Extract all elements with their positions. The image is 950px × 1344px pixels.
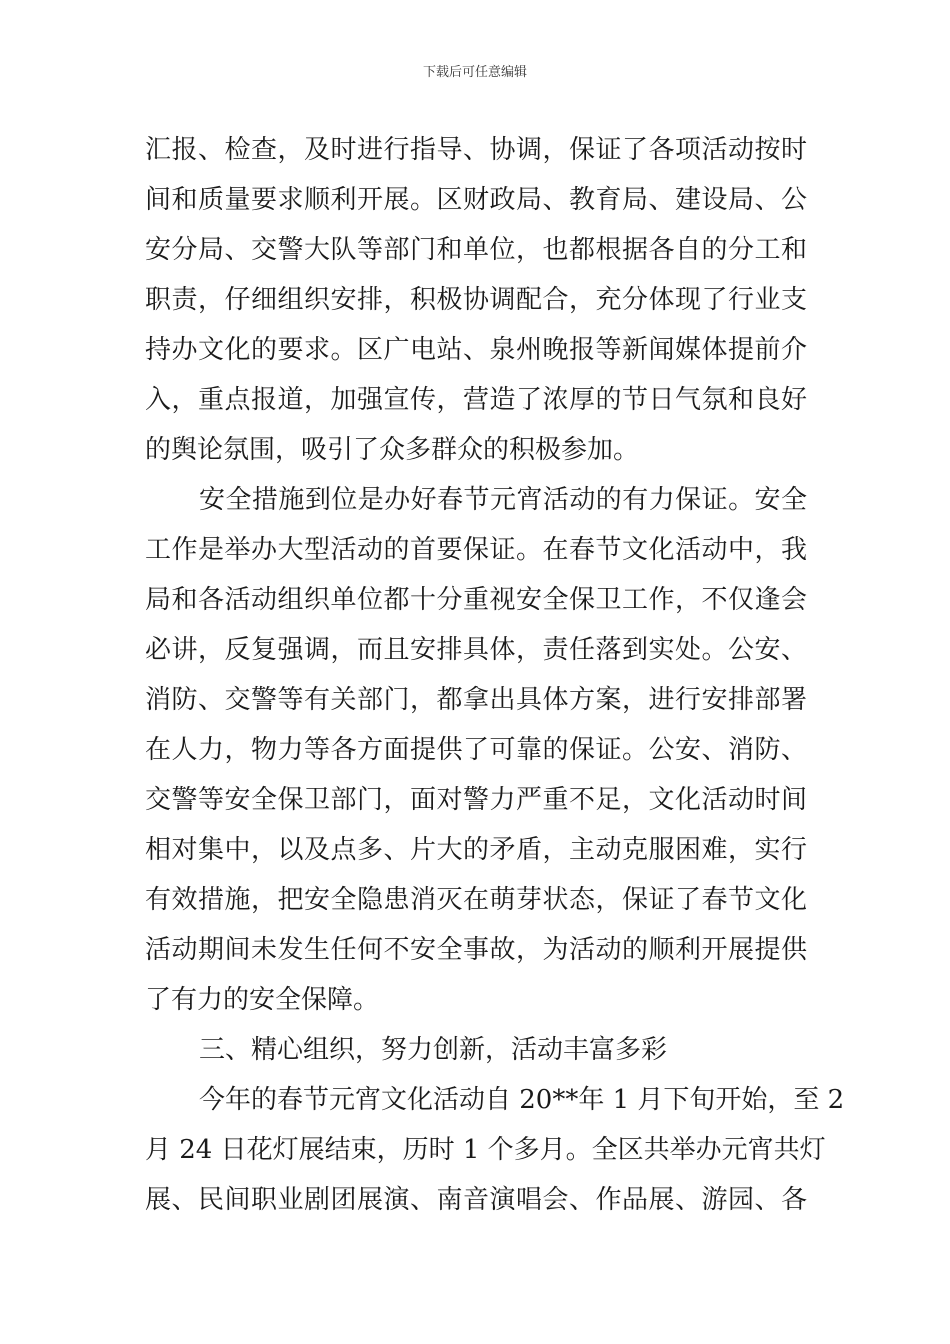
text-line: 相对集中，以及点多、片大的矛盾，主动克服困难，实行 [145, 835, 807, 865]
text-line: 消防、交警等有关部门，都拿出具体方案，进行安排部署 [145, 685, 807, 715]
section-heading [145, 1025, 807, 1075]
paragraph [145, 125, 807, 475]
document-body [145, 125, 845, 1225]
text-line: 今年的春节元宵文化活动自 20**年 1 月下旬开始，至 2 [199, 1085, 845, 1115]
text-line: 安全措施到位是办好春节元宵活动的有力保证。安全 [199, 485, 807, 515]
page-header [0, 64, 950, 82]
paragraph [145, 475, 807, 1025]
text-line: 交警等安全保卫部门，面对警力严重不足，文化活动时间 [145, 785, 807, 815]
text-line: 工作是举办大型活动的首要保证。在春节文化活动中，我 [145, 535, 807, 565]
text-line: 月 24 日花灯展结束，历时 1 个多月。全区共举办元宵共灯 [145, 1135, 826, 1165]
text-line: 必讲，反复强调，而且安排具体，责任落到实处。公安、 [145, 635, 807, 665]
header-text: 下载后可任意编辑 [422, 65, 527, 80]
text-line: 安分局、交警大队等部门和单位，也都根据各自的分工和 [145, 235, 807, 265]
text-line: 入，重点报道，加强宣传，营造了浓厚的节日气氛和良好 [145, 385, 807, 415]
heading-line: 三、精心组织，努力创新，活动丰富多彩 [199, 1035, 668, 1065]
text-line: 了有力的安全保障。 [145, 985, 380, 1015]
text-line: 有效措施，把安全隐患消灭在萌芽状态，保证了春节文化 [145, 885, 807, 915]
text-line: 活动期间未发生任何不安全事故，为活动的顺利开展提供 [145, 935, 807, 965]
text-line: 展、民间职业剧团展演、南音演唱会、作品展、游园、各 [145, 1185, 807, 1215]
text-line: 职责，仔细组织安排，积极协调配合，充分体现了行业支 [145, 285, 807, 315]
text-line: 局和各活动组织单位都十分重视安全保卫工作，不仅逢会 [145, 585, 807, 615]
text-line: 汇报、检查，及时进行指导、协调，保证了各项活动按时 [145, 135, 807, 165]
paragraph [145, 1075, 845, 1225]
text-line: 间和质量要求顺利开展。区财政局、教育局、建设局、公 [145, 185, 807, 215]
text-line: 持办文化的要求。区广电站、泉州晚报等新闻媒体提前介 [145, 335, 807, 365]
text-line: 在人力，物力等各方面提供了可靠的保证。公安、消防、 [145, 735, 807, 765]
text-line: 的舆论氛围，吸引了众多群众的积极参加。 [145, 435, 640, 465]
